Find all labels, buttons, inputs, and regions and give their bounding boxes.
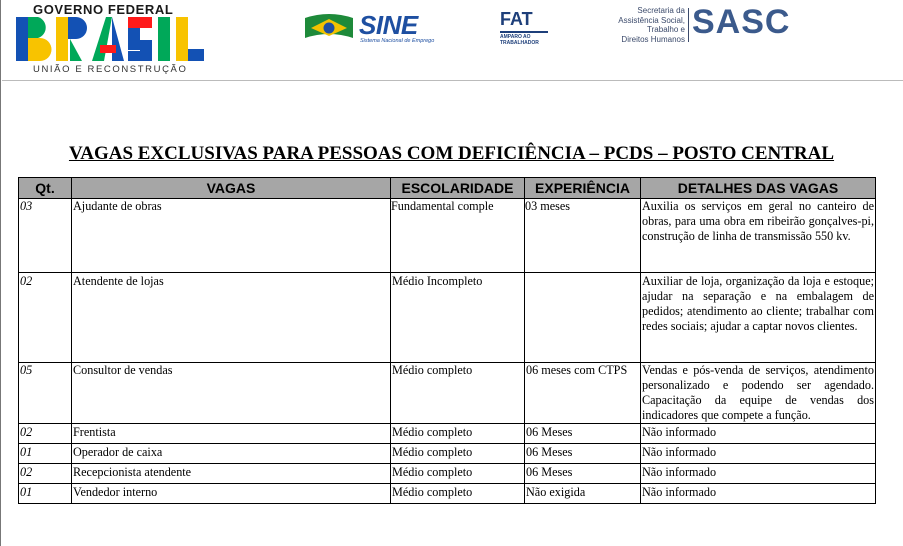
cell-experiencia: 06 meses com CTPS [525,363,641,424]
cell-escolaridade: Médio Incompleto [391,273,525,363]
table-row [19,424,876,444]
page-edge [0,0,1,546]
header-divider [2,80,903,81]
cell-detalhes: Não informado [641,444,876,464]
fat-logo [500,9,560,46]
cell-experiencia [525,273,641,363]
uniao-reconstrucao-text: UNIÃO E RECONSTRUÇÃO [33,64,188,75]
cell-detalhes: Não informado [641,424,876,444]
governo-federal-text: GOVERNO FEDERAL [33,2,174,17]
brazil-flag-icon [303,12,355,42]
cell-detalhes: Auxilia os serviços em geral no canteiro de obras, para uma obra em ribeirão gonçalves-pi, construção de linha de transmissão 550 kv. [641,199,876,273]
header-experiencia: EXPERIÊNCIA [525,178,641,199]
cell-qt: 03 [19,199,72,273]
sasc-logo [615,3,795,48]
sine-logo-subtitle: Sistema Nacional de Emprego [360,38,435,44]
table-row [19,363,876,424]
sasc-logo-divider [688,8,689,42]
header-qt: Qt. [19,178,72,199]
cell-experiencia: 06 Meses [525,464,641,484]
cell-escolaridade: Médio completo [391,444,525,464]
cell-vaga: Ajudante de obras [72,199,391,273]
vagas-table [18,177,876,504]
cell-vaga: Operador de caixa [72,444,391,464]
cell-escolaridade: Fundamental comple [391,199,525,273]
cell-detalhes: Não informado [641,484,876,504]
cell-detalhes: Vendas e pós-venda de serviços, atendimento personalizado e podendo ser agendado. Capacitação da equipe de vendas dos indicadores que compete a função. [642,363,874,422]
cell-qt: 02 [19,273,72,363]
table-row [19,444,876,464]
fat-logo-subtitle: AMPARO AO TRABALHADOR [500,34,539,46]
table-row [19,273,876,363]
header-escolaridade: ESCOLARIDADE [391,178,525,199]
header-detalhes: DETALHES DAS VAGAS [641,178,876,199]
cell-vaga: Vendedor interno [72,484,391,504]
cell-experiencia: 06 Meses [525,424,641,444]
cell-experiencia: Não exigida [525,484,641,504]
header-vagas: VAGAS [72,178,391,199]
cell-experiencia: 03 meses [525,199,641,273]
table-row [19,199,876,273]
table-row [19,484,876,504]
cell-experiencia: 06 Meses [525,444,641,464]
cell-qt: 02 [19,424,72,444]
sasc-logo-subtitle: Secretaria da Assistência Social, Trabalho e Direitos Humanos [618,6,685,44]
cell-vaga: Consultor de vendas [72,363,391,424]
sine-logo [303,12,463,44]
brasil-logo-graphic [16,17,204,61]
cell-escolaridade: Médio completo [391,484,525,504]
sasc-logo-text: SASC [692,3,791,41]
cell-escolaridade: Médio completo [391,464,525,484]
sine-logo-text: SINE [359,10,418,40]
cell-vaga: Recepcionista atendente [72,464,391,484]
cell-vaga: Atendente de lojas [72,273,391,363]
cell-detalhes: Auxiliar de loja, organização da loja e estoque; ajudar na separação e na embalagem de pedidos; atendimento ao cliente; trabalhar com redes sociais; ajudar a captar novos clientes. [641,273,876,363]
cell-vaga: Frentista [72,424,391,444]
cell-detalhes: Não informado [641,464,876,484]
cell-qt: 01 [19,444,72,464]
table-header-row [19,178,876,199]
cell-qt: 01 [19,484,72,504]
cell-escolaridade: Médio completo [391,363,525,424]
document-title: VAGAS EXCLUSIVAS PARA PESSOAS COM DEFICIÊNCIA – PCDS – POSTO CENTRAL [68,143,835,164]
cell-qt: 05 [19,363,72,424]
table-row [19,464,876,484]
fat-logo-text: FAT [500,9,533,29]
fat-logo-divider [500,31,548,33]
cell-escolaridade: Médio completo [391,424,525,444]
cell-qt: 02 [19,464,72,484]
